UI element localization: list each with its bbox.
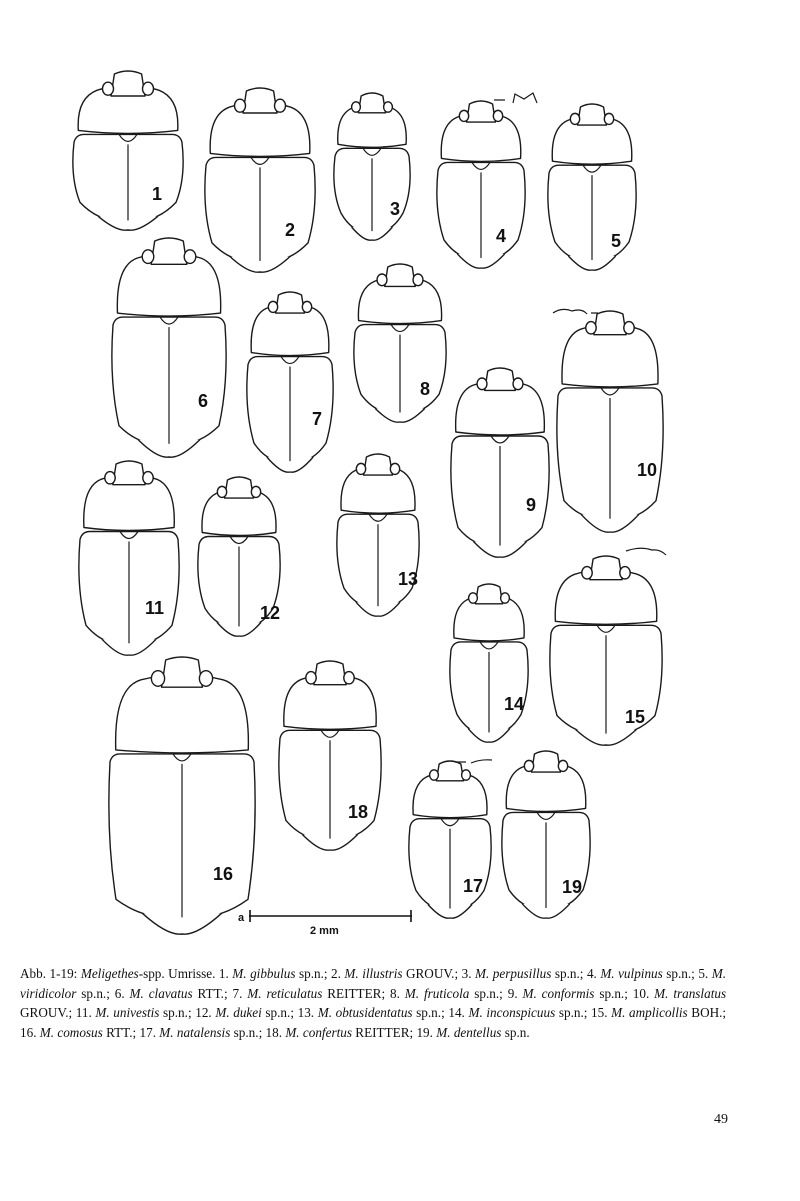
- caption-entry-species: M. gibbulus: [232, 966, 296, 981]
- caption-entry: [233, 986, 391, 1001]
- specimen-label: 8: [420, 379, 431, 399]
- caption-entry-number: 7.: [232, 985, 248, 1001]
- eye-right: [513, 378, 523, 390]
- head-outline: [276, 292, 305, 313]
- specimen-label: 2: [285, 220, 296, 240]
- caption-entry-number: 9.: [507, 985, 523, 1001]
- caption-entry: [266, 1025, 417, 1040]
- eye-left: [459, 110, 468, 121]
- caption-entry: [298, 1005, 449, 1020]
- head-outline: [532, 751, 561, 772]
- scale-bar-prefix: a: [238, 912, 245, 924]
- specimen-label: 6: [198, 391, 209, 411]
- specimen-3: [334, 93, 410, 240]
- caption-entry-species: M. fruticola: [404, 985, 470, 1001]
- caption-entry-author: sp.n.;: [261, 1005, 298, 1020]
- specimen-label: 14: [504, 694, 525, 714]
- eye-right: [143, 472, 153, 484]
- caption-genus: Meligethes: [80, 966, 139, 981]
- eye-right: [251, 486, 260, 497]
- head-outline: [162, 657, 203, 687]
- figure-caption: [20, 964, 726, 1042]
- eye-left: [217, 486, 226, 497]
- caption-entry-number: 8.: [390, 985, 405, 1001]
- caption-entry: [115, 986, 233, 1001]
- caption-entry: [508, 986, 633, 1001]
- specimen-label: 3: [390, 199, 401, 219]
- caption-entry-species: M. conformis: [522, 985, 595, 1001]
- mouthpart-detail-sketch: [455, 760, 492, 763]
- caption-entry-number: 17.: [139, 1024, 160, 1040]
- caption-entry: [76, 1005, 195, 1020]
- caption-entry-author: sp.n.;: [662, 966, 699, 981]
- head-outline: [113, 461, 145, 485]
- caption-entry-species: M. clavatus: [129, 985, 193, 1001]
- caption-entry-number: 12.: [195, 1005, 216, 1020]
- head-outline: [358, 93, 385, 113]
- eye-right: [390, 463, 399, 474]
- caption-entry-author: REITTER;: [322, 985, 391, 1001]
- eye-right: [413, 274, 423, 286]
- caption-entry-author: GROUV.;: [402, 966, 462, 981]
- eye-right: [344, 672, 354, 684]
- caption-entry-species: M. amplicollis: [611, 1005, 688, 1020]
- head-outline: [594, 311, 626, 335]
- eye-left: [235, 99, 246, 112]
- specimen-label: 10: [637, 460, 658, 480]
- caption-entry-species: M. confertus: [285, 1024, 352, 1040]
- caption-entry-number: 19.: [416, 1024, 437, 1040]
- head-outline: [151, 238, 187, 264]
- head-outline: [225, 477, 254, 498]
- caption-entry-author: sp.n.;: [551, 966, 587, 981]
- specimen-10: [557, 311, 663, 532]
- eye-right: [384, 102, 393, 112]
- eye-right: [184, 250, 196, 264]
- specimen-label: 13: [398, 569, 419, 589]
- head-outline: [475, 584, 502, 604]
- caption-lead: Abb. 1-19:: [20, 966, 81, 981]
- specimen-label: 16: [213, 864, 234, 884]
- caption-entry-author: sp.n.: [501, 1024, 530, 1040]
- caption-entry: [390, 986, 508, 1001]
- caption-entry-author: sp.n.;: [76, 985, 115, 1001]
- eye-left: [103, 82, 114, 95]
- caption-entry-number: 14.: [448, 1005, 469, 1020]
- specimen-4: [437, 101, 525, 268]
- specimen-8: [354, 264, 446, 422]
- caption-entry-author: sp.n.;: [159, 1005, 196, 1020]
- eye-left: [105, 472, 115, 484]
- eye-right: [143, 82, 154, 95]
- caption-entry-author: sp.n.;: [295, 966, 332, 981]
- eye-right: [493, 110, 502, 121]
- eye-left: [268, 301, 277, 312]
- caption-entry: [219, 966, 331, 981]
- caption-entry-species: M. vulpinus: [600, 966, 663, 981]
- head-outline: [578, 104, 607, 125]
- caption-entry-species: M. natalensis: [159, 1024, 231, 1040]
- caption-entry-species: M. dukei: [215, 1005, 262, 1020]
- specimen-15: [550, 556, 662, 745]
- caption-entry: [416, 1025, 529, 1040]
- eye-left: [524, 760, 533, 771]
- caption-entry-species: M. reticulatus: [247, 985, 323, 1001]
- caption-entry-author: GROUV.;: [20, 1005, 76, 1020]
- head-outline: [590, 556, 622, 580]
- caption-entry: [195, 1005, 297, 1020]
- eye-left: [142, 250, 154, 264]
- specimen-label: 5: [611, 231, 622, 251]
- head-outline: [314, 661, 346, 685]
- caption-entry-species: M. translatus: [654, 985, 727, 1001]
- eye-right: [501, 593, 510, 603]
- eye-left: [306, 672, 316, 684]
- scale-bar: [238, 910, 412, 937]
- eye-left: [469, 593, 478, 603]
- caption-entry-author: sp.n.;: [230, 1024, 266, 1040]
- caption-entry-author: sp.n.;: [412, 1005, 449, 1020]
- eye-left: [352, 102, 361, 112]
- head-outline: [364, 454, 393, 475]
- eye-right: [624, 322, 634, 334]
- specimen-7: [247, 292, 333, 472]
- specimen-1: [73, 71, 183, 230]
- specimen-2: [205, 88, 315, 272]
- specimen-label: 15: [625, 707, 646, 727]
- caption-entry-species: M. univestis: [95, 1005, 160, 1020]
- eye-left: [582, 567, 592, 579]
- caption-entry-species: M. obtusidentatus: [317, 1005, 413, 1020]
- caption-entry-species: M. viridicolor: [20, 966, 726, 1001]
- scale-bar-label: 2 mm: [310, 925, 339, 937]
- specimen-label: 17: [463, 876, 484, 896]
- caption-entry: [587, 966, 698, 981]
- eye-right: [462, 770, 471, 780]
- caption-entry-number: 18.: [265, 1024, 286, 1040]
- mouthpart-detail-sketch: [626, 548, 666, 555]
- caption-entry: [20, 1025, 140, 1040]
- caption-after-genus: -spp. Umrisse.: [138, 966, 219, 981]
- specimen-label: 11: [145, 598, 165, 618]
- caption-entry-number: 2.: [331, 966, 345, 981]
- specimen-label: 7: [312, 409, 323, 429]
- head-outline: [485, 368, 516, 390]
- caption-entry-species: M. illustris: [344, 966, 403, 981]
- specimen-5: [548, 104, 636, 270]
- eye-left: [430, 770, 439, 780]
- caption-entry-author: sp.n.;: [594, 985, 633, 1001]
- specimen-6: [112, 238, 226, 457]
- head-outline: [385, 264, 416, 286]
- head-outline: [243, 88, 277, 113]
- specimen-9: [451, 368, 549, 557]
- caption-entry-number: 10.: [632, 985, 655, 1001]
- specimen-label: 18: [348, 802, 369, 822]
- specimen-11: [79, 461, 179, 655]
- caption-entry-number: 11.: [75, 1005, 96, 1020]
- caption-entry-number: 13.: [297, 1005, 318, 1020]
- caption-entry-species: M. comosus: [39, 1024, 103, 1040]
- caption-entry: [462, 966, 587, 981]
- specimen-14: [450, 584, 528, 742]
- specimen-label: 19: [562, 877, 583, 897]
- caption-entry-species: M. inconspicuus: [468, 1005, 556, 1020]
- caption-entry-author: sp.n.;: [555, 1005, 592, 1020]
- specimen-17: [409, 761, 491, 918]
- caption-entry-number: 5.: [698, 966, 712, 981]
- eye-right: [275, 99, 286, 112]
- head-outline: [467, 101, 496, 122]
- eye-right: [620, 567, 630, 579]
- eye-right: [199, 671, 212, 687]
- specimen-12: [198, 477, 280, 636]
- eye-right: [604, 113, 613, 124]
- page-number: 49: [714, 1112, 728, 1127]
- eye-left: [151, 671, 164, 687]
- caption-entry: [448, 1005, 591, 1020]
- caption-entry-number: 3.: [461, 966, 475, 981]
- caption-entry-species: M. dentellus: [436, 1024, 502, 1040]
- specimen-label: 12: [260, 603, 281, 623]
- caption-entry-number: 4.: [586, 966, 601, 981]
- specimen-18: [279, 661, 381, 850]
- eye-left: [356, 463, 365, 474]
- specimen-label: 1: [152, 184, 163, 204]
- mouthpart-detail-sketch: [494, 93, 537, 103]
- head-outline: [111, 71, 145, 96]
- caption-entry-author: RTT.;: [102, 1024, 140, 1040]
- specimen-13: [337, 454, 419, 616]
- eye-left: [570, 113, 579, 124]
- caption-entry-species: M. perpusillus: [475, 966, 552, 981]
- caption-entry-number: 16.: [20, 1024, 40, 1040]
- eye-right: [302, 301, 311, 312]
- head-outline: [436, 761, 463, 781]
- caption-entry: [140, 1025, 266, 1040]
- eye-left: [377, 274, 387, 286]
- caption-entry: [591, 1005, 726, 1020]
- caption-entry-number: 15.: [591, 1005, 612, 1020]
- specimen-19: [502, 751, 590, 918]
- caption-entry: [331, 966, 462, 981]
- mouthpart-detail-sketch: [553, 309, 598, 314]
- caption-entry-number: 1.: [218, 966, 233, 981]
- caption-entry-author: RTT.;: [192, 985, 233, 1001]
- specimen-label: 4: [496, 226, 507, 246]
- specimen-16: [109, 657, 255, 934]
- caption-entry-author: sp.n.;: [469, 985, 508, 1001]
- eye-left: [477, 378, 487, 390]
- eye-left: [586, 322, 596, 334]
- specimen-label: 9: [526, 495, 537, 515]
- caption-entry-author: BOH.;: [687, 1005, 727, 1020]
- specimen-outlines: [73, 71, 666, 934]
- caption-entry-number: 6.: [114, 985, 130, 1001]
- caption-entry-author: REITTER;: [351, 1024, 417, 1040]
- eye-right: [558, 760, 567, 771]
